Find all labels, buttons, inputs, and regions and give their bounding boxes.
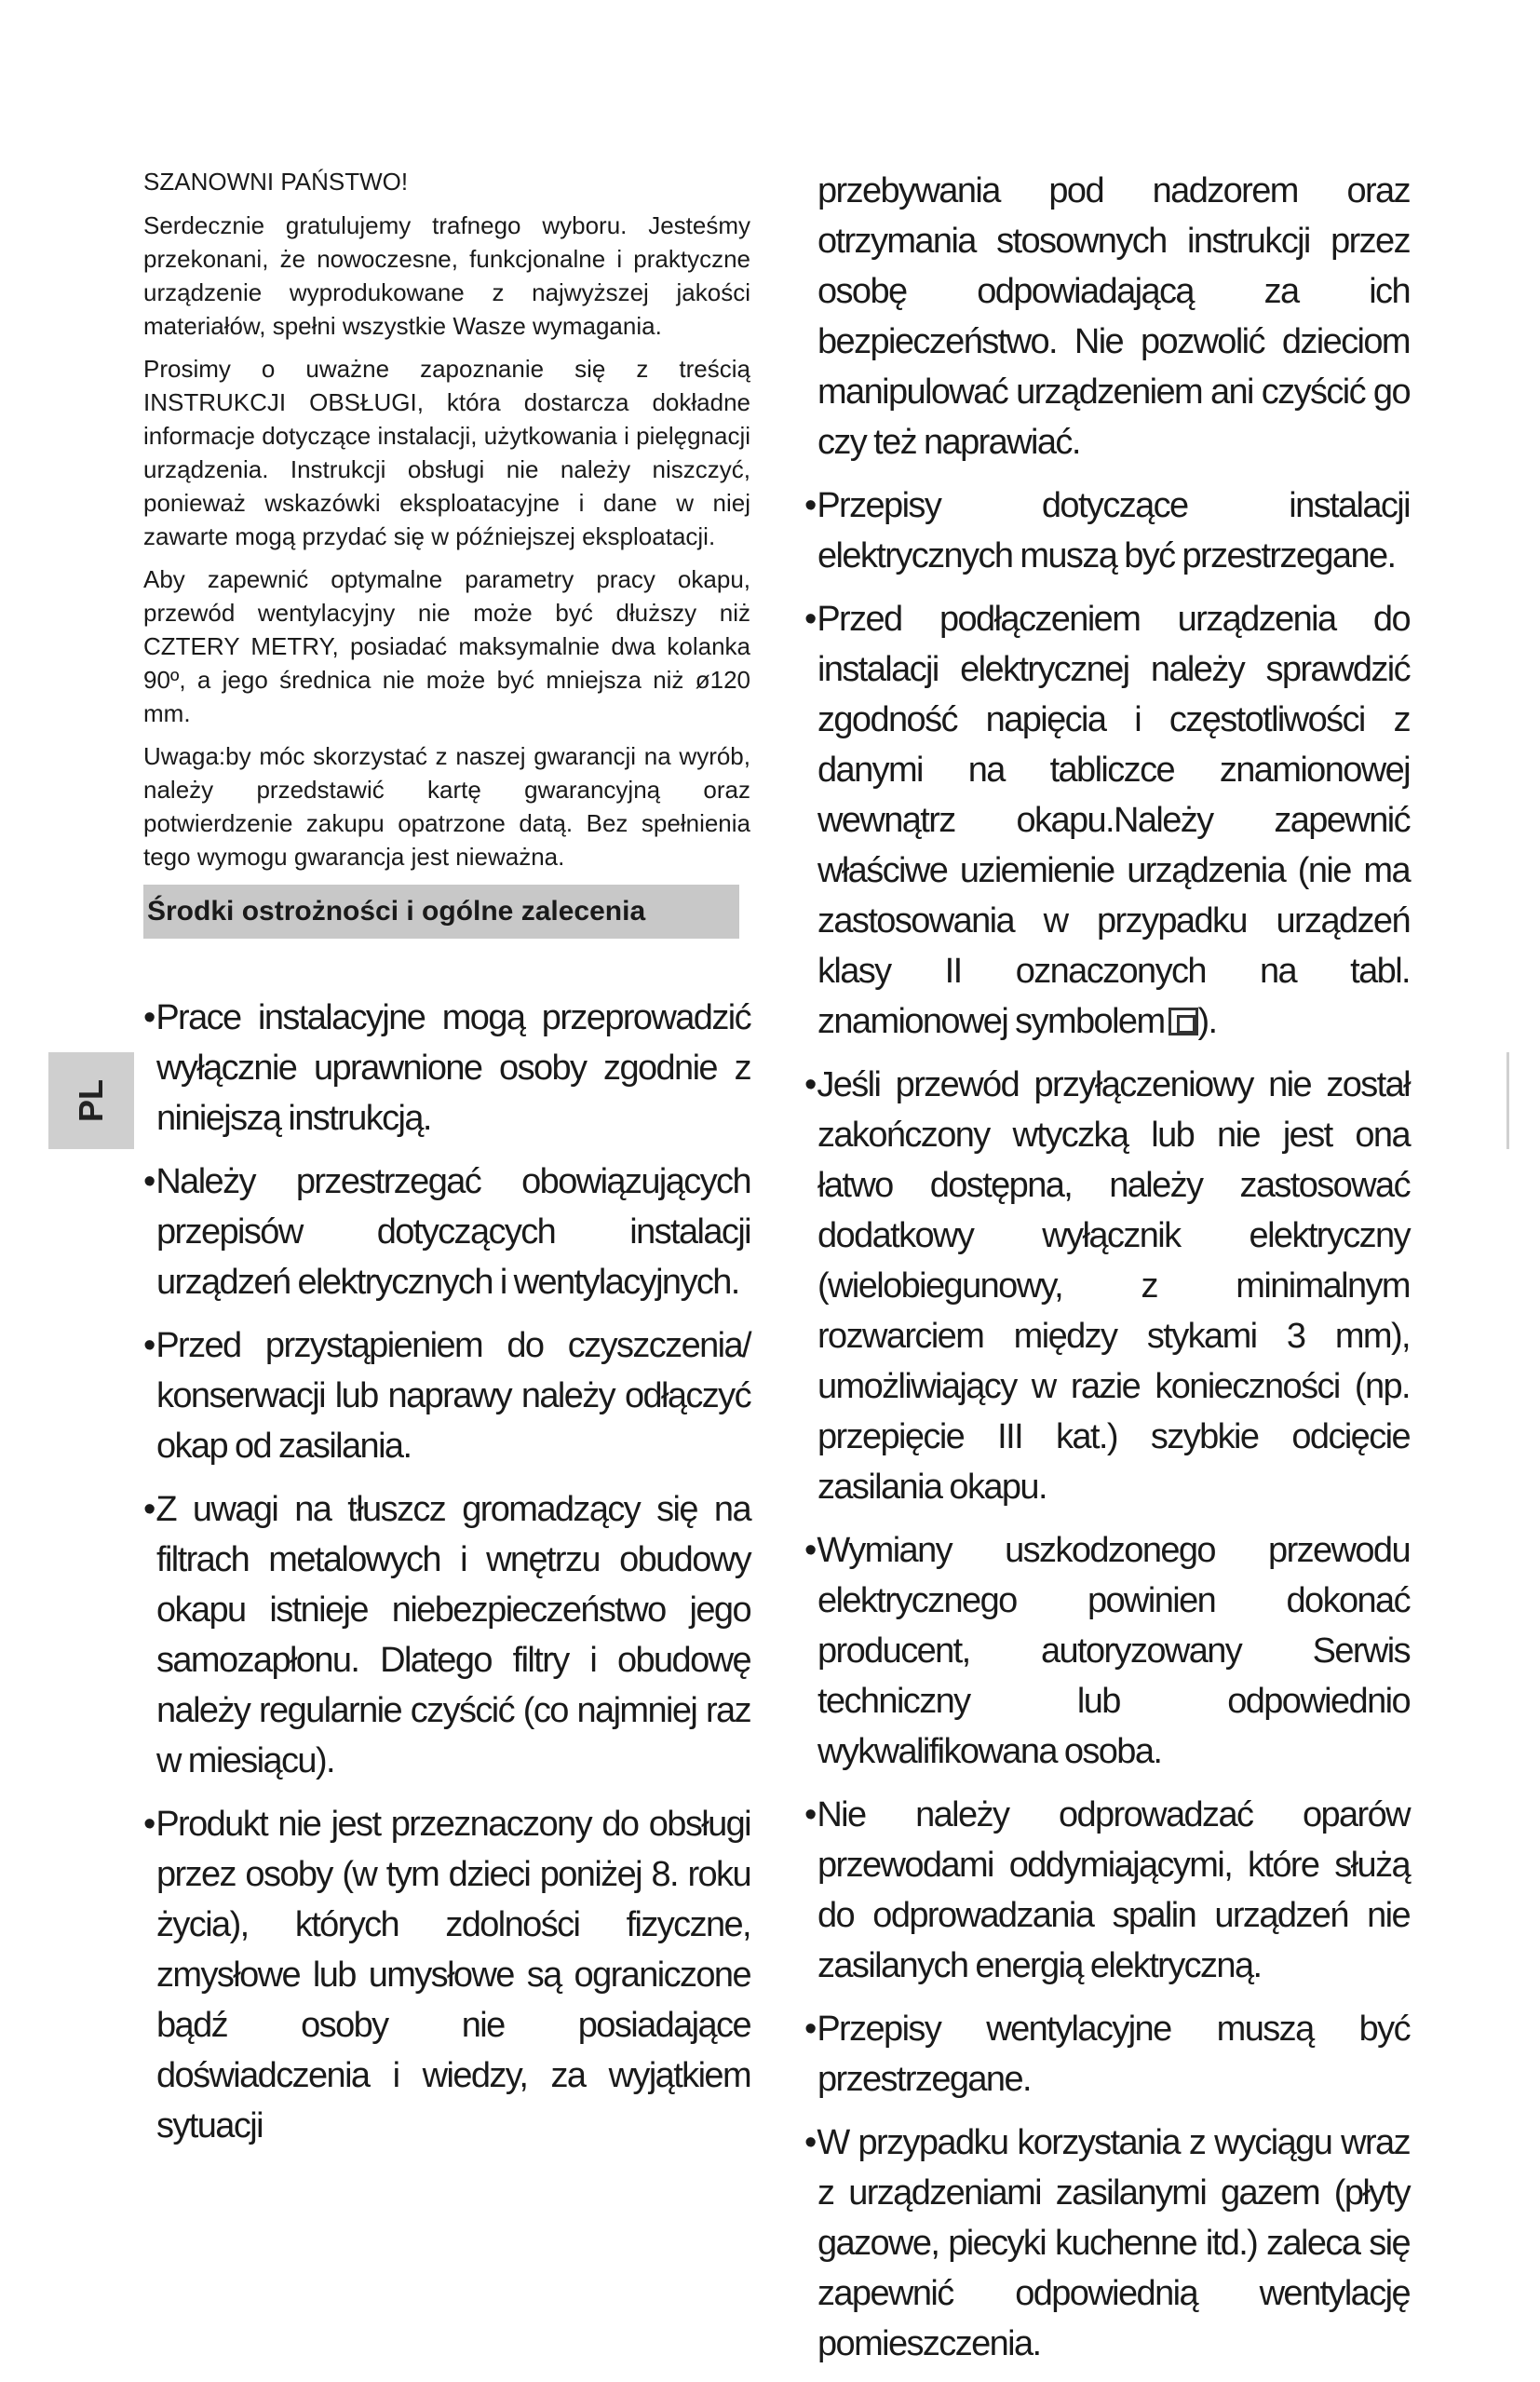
bullet-icon: • (804, 1065, 817, 1104)
safety-item-text: Produkt nie jest przeznaczony do obsługi przez osoby (w tym dzieci poniżej 8. roku życia), których zdolności fizyczne, zmysłowe lub umysłowe są ograniczone bądź osoby nie posiadające doświadczenia i wiedzy, za wyjątkiem sytuacji (155, 1805, 750, 2145)
page-edge-mark (1506, 1052, 1509, 1149)
bullet-icon: • (804, 1531, 817, 1570)
safety-item (804, 594, 1410, 1047)
safety-item (143, 993, 750, 1144)
bullet-icon: • (804, 2123, 817, 2162)
safety-item (143, 1157, 750, 1307)
section-heading: Środki ostrożności i ogólne zalecenia (143, 885, 739, 939)
safety-item (804, 1525, 1410, 1777)
safety-item (143, 1320, 750, 1471)
safety-item (804, 480, 1410, 581)
safety-item (804, 1790, 1410, 1991)
safety-item (143, 1799, 750, 2151)
bullet-icon: • (804, 486, 817, 525)
bullet-icon: • (804, 2010, 817, 2049)
bullet-icon: • (143, 1326, 156, 1365)
right-column (804, 166, 1410, 2382)
safety-item-text: Jeśli przewód przyłączeniowy nie został zakończony wtyczką lub nie jest ona łatwo dostępna, należy zastosować dodatkowy wyłącznik elektryczny (wielobiegunowy, z minimalnym rozwarciem między stykami 3 mm), umożliwiający w razie konieczności (np. przepięcie III kat.) szybkie odcięcie zasilania okapu. (817, 1065, 1410, 1507)
bullet-icon: • (804, 1795, 817, 1834)
intro-paragraph: Aby zapewnić optymalne parametry pracy okapu, przewód wentylacyjny nie może być dłuższy niż CZTERY METRY, posiadać maksymalnie dwa kolanka 90º, a jego średnica nie może być mniejsza niż ø120 mm. (143, 565, 750, 727)
bullet-icon: • (804, 600, 817, 639)
continuation-text: przebywania pod nadzorem oraz otrzymania stosownych instrukcji przez osobę odpowiadającą za ich bezpieczeństwo. Nie pozwolić dzieciom manipulować urządzeniem ani czyścić go czy też naprawiać. (817, 171, 1410, 462)
intro-paragraph: Prosimy o uważne zapoznanie się z treścią INSTRUKCJI OBSŁUGI, która dostarcza dokładne informacje dotyczące instalacji, użytkowania i pielęgnacji urządzenia. Instrukcji obsługi nie należy niszczyć, ponieważ wskazówki eksploatacyjne i dane w niej zawarte mogą przydać się w późniejszej eksploatacji. (143, 355, 750, 550)
safety-item-text: Z uwagi na tłuszcz gromadzący się na filtrach metalowych i wnętrzu obudowy okapu istnieje niebezpieczeństwo jego samozapłonu. Dlatego filtry i obudowę należy regularnie czyścić (co najmniej raz w miesiącu). (155, 1490, 750, 1780)
language-label: PL (71, 1078, 110, 1123)
safety-item (143, 1484, 750, 1786)
bullet-icon: • (143, 1490, 156, 1529)
safety-item (804, 2118, 1410, 2369)
safety-item-text: Należy przestrzegać obowiązujących przepisów dotyczących instalacji urządzeń elektrycznych i wentylacyjnych. (155, 1162, 750, 1302)
safety-item-text: Przepisy wentylacyjne muszą być przestrzegane. (817, 2010, 1410, 2099)
intro-paragraph: Uwaga:by móc skorzystać z naszej gwarancji na wyrób, należy przedstawić kartę gwarancyjną oraz potwierdzenie zakupu opatrzone datą. Bez spełnienia tego wymogu gwarancja jest nieważna. (143, 742, 750, 871)
safety-item-text: Przepisy dotyczące instalacji elektrycznych muszą być przestrzegane. (817, 486, 1410, 575)
left-column (143, 166, 750, 2164)
bullet-icon: • (143, 1805, 156, 1844)
symbol-suffix: ). (1197, 1002, 1217, 1041)
bullet-icon: • (143, 998, 156, 1037)
safety-item-text: W przypadku korzystania z wyciągu wraz z urządzeniami zasilanymi gazem (płyty gazowe, piecyki kuchenne itd.) zaleca się zapewnić odpowiednią wentylację pomieszczenia. (817, 2123, 1410, 2363)
safety-item-text: Nie należy odprowadzać oparów przewodami oddymiającymi, które służą do odprowadzania spalin urządzeń nie zasilanych energią elektryczną. (817, 1795, 1410, 1985)
safety-list-right (804, 480, 1410, 2369)
safety-item (804, 1060, 1410, 1512)
safety-item-text: Prace instalacyjne mogą przeprowadzić wyłącznie uprawnione osoby zgodnie z niniejszą instrukcją. (155, 998, 750, 1138)
bullet-icon: • (143, 1162, 156, 1201)
language-tab (48, 1052, 134, 1149)
safety-item-text: Wymiany uszkodzonego przewodu elektrycznego powinien dokonać producent, autoryzowany Serwis techniczny lub odpowiednio wykwalifikowana osoba. (817, 1531, 1410, 1771)
safety-item-text: Przed przystąpieniem do czyszczenia/ konserwacji lub naprawy należy odłączyć okap od zasilania. (155, 1326, 750, 1466)
safety-item-text: Przed podłączeniem urządzenia do instalacji elektrycznej należy sprawdzić zgodność napięcia i częstotliwości z danymi na tabliczce znamionowej wewnątrz okapu.Należy zapewnić właściwe uziemienie urządzenia (nie ma zastosowania w przypadku urządzeń klasy II oznaczonych na tabl. znamionowej symbolem (817, 600, 1410, 1041)
intro-paragraph: Serdecznie gratulujemy trafnego wyboru. Jesteśmy przekonani, że nowoczesne, funkcjonalne i praktyczne urządzenie wyprodukowane z najwyższej jakości materiałów, spełni wszystkie Wasze wymagania. (143, 211, 750, 340)
greeting: SZANOWNI PAŃSTWO! (143, 168, 409, 196)
class-ii-symbol-icon (1169, 1008, 1198, 1035)
intro-text (143, 209, 750, 873)
safety-item (804, 2004, 1410, 2105)
safety-list-left (143, 993, 750, 2151)
